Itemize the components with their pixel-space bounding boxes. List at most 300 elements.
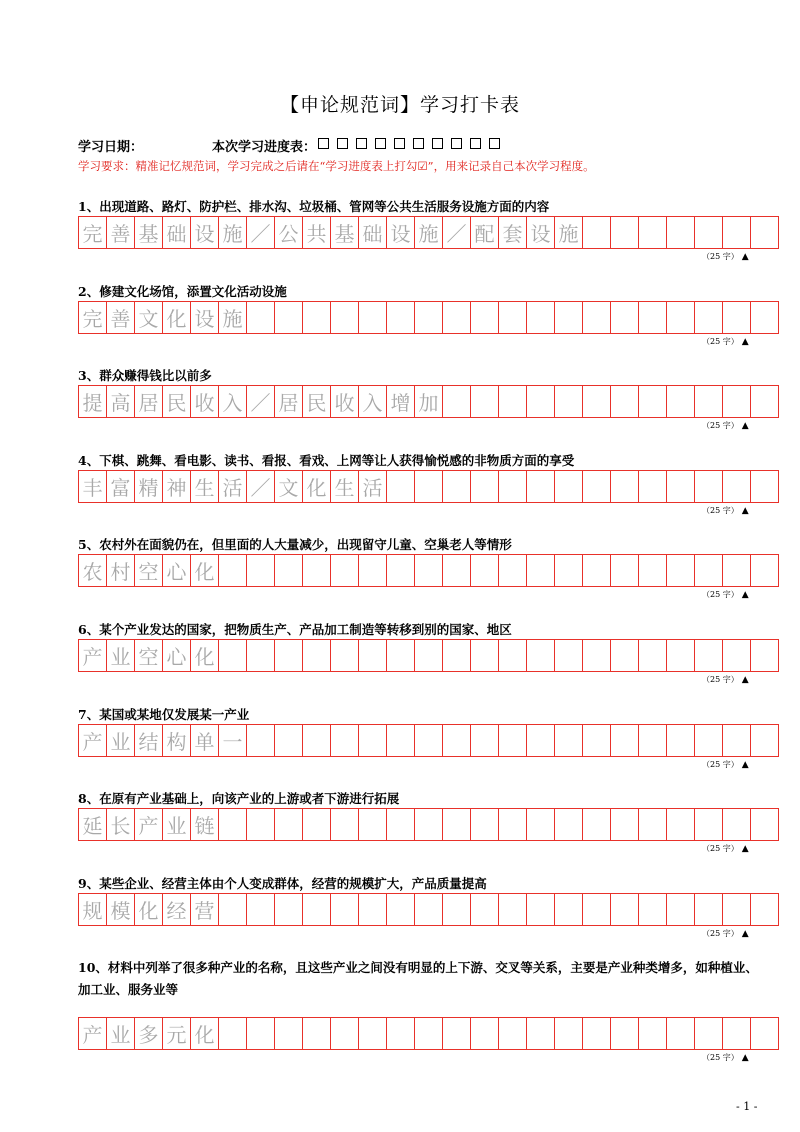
answer-cell[interactable] [751, 894, 779, 926]
answer-cell[interactable] [639, 302, 667, 334]
answer-cell[interactable]: 生 [331, 471, 359, 503]
triangle-icon: ▲ [741, 1053, 749, 1064]
answer-cell[interactable] [219, 809, 247, 841]
answer-cell[interactable]: 生 [191, 471, 219, 503]
answer-cell[interactable] [499, 555, 527, 587]
answer-cell[interactable] [275, 555, 303, 587]
answer-cell[interactable] [583, 894, 611, 926]
answer-cell[interactable]: 延 [79, 809, 107, 841]
answer-cell[interactable]: 增 [387, 386, 415, 418]
answer-cell[interactable] [275, 809, 303, 841]
answer-cell[interactable] [303, 809, 331, 841]
answer-cell[interactable]: 产 [79, 640, 107, 672]
answer-cell[interactable] [667, 894, 695, 926]
answer-cell[interactable] [275, 725, 303, 757]
word-count-label: （25 字） [702, 759, 739, 769]
answer-cell[interactable] [303, 640, 331, 672]
answer-cell[interactable] [527, 640, 555, 672]
word-count-label: （25 字） [702, 590, 739, 600]
answer-cell[interactable] [359, 555, 387, 587]
answer-cell[interactable] [723, 471, 751, 503]
answer-cell[interactable] [303, 555, 331, 587]
answer-cell[interactable] [219, 640, 247, 672]
answer-cell[interactable]: 民 [303, 386, 331, 418]
answer-cell[interactable] [471, 640, 499, 672]
answer-cell[interactable]: 础 [163, 217, 191, 249]
answer-cell[interactable] [723, 217, 751, 249]
answer-cell[interactable] [471, 725, 499, 757]
answer-cell[interactable] [695, 386, 723, 418]
answer-cell[interactable] [583, 555, 611, 587]
progress-checkbox[interactable] [356, 138, 367, 149]
answer-cell[interactable] [723, 555, 751, 587]
answer-cell[interactable] [527, 725, 555, 757]
question-prompt: 2、修建文化场馆，添置文化活动设施 [78, 283, 287, 299]
answer-cell[interactable] [415, 1018, 443, 1050]
answer-cell[interactable]: 村 [107, 555, 135, 587]
answer-cell[interactable] [611, 640, 639, 672]
answer-cell[interactable] [751, 471, 779, 503]
answer-cell[interactable] [611, 894, 639, 926]
answer-cell[interactable] [247, 640, 275, 672]
progress-checkbox[interactable] [394, 138, 405, 149]
answer-cell[interactable] [219, 1018, 247, 1050]
answer-cell[interactable]: ／ [443, 217, 471, 249]
answer-cell[interactable]: 居 [275, 386, 303, 418]
answer-cell[interactable] [471, 555, 499, 587]
answer-cell[interactable] [639, 471, 667, 503]
progress-checkbox[interactable] [489, 138, 500, 149]
answer-cell[interactable]: 产 [79, 725, 107, 757]
answer-cell[interactable] [443, 386, 471, 418]
answer-cell[interactable]: 化 [135, 894, 163, 926]
answer-cell[interactable] [583, 809, 611, 841]
answer-cell[interactable]: 收 [331, 386, 359, 418]
answer-grid [78, 554, 779, 587]
answer-cell[interactable] [331, 555, 359, 587]
answer-cell[interactable] [527, 1018, 555, 1050]
answer-cell[interactable] [219, 894, 247, 926]
answer-cell[interactable]: 农 [79, 555, 107, 587]
answer-cell[interactable] [751, 217, 779, 249]
answer-cell[interactable] [359, 1018, 387, 1050]
answer-cell[interactable]: 施 [555, 217, 583, 249]
answer-cell[interactable] [387, 471, 415, 503]
answer-cell[interactable]: 基 [135, 217, 163, 249]
answer-cell[interactable]: 长 [107, 809, 135, 841]
answer-cell[interactable] [247, 1018, 275, 1050]
answer-cell[interactable] [415, 640, 443, 672]
answer-cell[interactable]: 一 [219, 725, 247, 757]
progress-checkbox[interactable] [432, 138, 443, 149]
word-count-note [702, 336, 749, 347]
answer-cell[interactable] [331, 725, 359, 757]
answer-cell[interactable]: 施 [219, 217, 247, 249]
answer-cell[interactable] [219, 555, 247, 587]
answer-cell[interactable] [359, 894, 387, 926]
answer-cell[interactable] [471, 471, 499, 503]
answer-cell[interactable]: 精 [135, 471, 163, 503]
answer-cell[interactable] [667, 386, 695, 418]
answer-cell[interactable] [555, 1018, 583, 1050]
answer-cell[interactable] [611, 471, 639, 503]
triangle-icon: ▲ [741, 759, 749, 770]
answer-cell[interactable] [667, 555, 695, 587]
answer-cell[interactable]: 活 [219, 471, 247, 503]
answer-cell[interactable] [359, 725, 387, 757]
answer-cell[interactable] [639, 217, 667, 249]
answer-cell[interactable] [583, 640, 611, 672]
answer-cell[interactable]: 业 [107, 640, 135, 672]
answer-cell[interactable] [723, 725, 751, 757]
answer-cell[interactable]: 构 [163, 725, 191, 757]
answer-cell[interactable] [695, 302, 723, 334]
answer-cell[interactable] [387, 725, 415, 757]
answer-cell[interactable] [275, 302, 303, 334]
answer-cell[interactable]: 配 [471, 217, 499, 249]
word-count-label: （25 字） [702, 675, 739, 684]
answer-cell[interactable] [611, 725, 639, 757]
answer-cell[interactable] [723, 640, 751, 672]
triangle-icon: ▲ [741, 590, 749, 601]
answer-cell[interactable] [443, 1018, 471, 1050]
answer-cell[interactable] [499, 1018, 527, 1050]
page-title: 【申论规范词】学习打卡表 [279, 94, 520, 116]
answer-cell[interactable] [387, 1018, 415, 1050]
answer-cell[interactable] [751, 302, 779, 334]
answer-cell[interactable] [639, 725, 667, 757]
progress-checkbox[interactable] [337, 138, 348, 149]
answer-cell[interactable]: 化 [191, 555, 219, 587]
answer-cell[interactable] [583, 1018, 611, 1050]
answer-cell[interactable] [695, 894, 723, 926]
answer-cell[interactable] [415, 894, 443, 926]
answer-cell[interactable] [583, 725, 611, 757]
answer-cell[interactable] [359, 302, 387, 334]
answer-cell[interactable] [527, 471, 555, 503]
answer-cell[interactable]: 化 [163, 302, 191, 334]
answer-cell[interactable]: 施 [415, 217, 443, 249]
answer-cell[interactable] [695, 725, 723, 757]
answer-cell[interactable] [303, 1018, 331, 1050]
answer-cell[interactable] [443, 809, 471, 841]
answer-cell[interactable] [415, 809, 443, 841]
answer-cell[interactable] [331, 894, 359, 926]
answer-cell[interactable] [639, 894, 667, 926]
answer-cell[interactable]: 业 [163, 809, 191, 841]
answer-cell[interactable]: 础 [359, 217, 387, 249]
answer-cell[interactable] [499, 471, 527, 503]
answer-cell[interactable] [499, 386, 527, 418]
answer-cell[interactable]: 富 [107, 471, 135, 503]
answer-cell[interactable] [415, 555, 443, 587]
answer-cell[interactable] [555, 302, 583, 334]
answer-cell[interactable] [751, 640, 779, 672]
answer-cell[interactable] [723, 386, 751, 418]
answer-cell[interactable]: 多 [135, 1018, 163, 1050]
answer-cell[interactable] [583, 217, 611, 249]
question-prompt: 5、农村外在面貌仍在，但里面的人大量减少，出现留守儿童、空巢老人等情形 [78, 537, 512, 553]
answer-grid [78, 808, 779, 841]
answer-cell[interactable] [695, 809, 723, 841]
answer-cell[interactable]: 空 [135, 640, 163, 672]
answer-cell[interactable]: 心 [163, 640, 191, 672]
answer-cell[interactable]: 设 [191, 217, 219, 249]
answer-cell[interactable] [387, 302, 415, 334]
answer-cell[interactable] [611, 302, 639, 334]
answer-cell[interactable]: 化 [191, 640, 219, 672]
answer-grid [78, 301, 779, 334]
answer-cell[interactable]: 套 [499, 217, 527, 249]
answer-cell[interactable] [667, 1018, 695, 1050]
answer-cell[interactable] [695, 555, 723, 587]
triangle-icon: ▲ [741, 928, 749, 939]
answer-cell[interactable] [611, 386, 639, 418]
answer-cell[interactable]: 单 [191, 725, 219, 757]
answer-cell[interactable] [695, 640, 723, 672]
word-count-note [702, 505, 749, 516]
answer-cell[interactable] [751, 725, 779, 757]
answer-cell[interactable]: 善 [107, 217, 135, 249]
answer-cell[interactable]: 入 [219, 386, 247, 418]
answer-cell[interactable] [275, 894, 303, 926]
answer-cell[interactable]: 产 [135, 809, 163, 841]
answer-cell[interactable] [555, 725, 583, 757]
answer-cell[interactable]: 业 [107, 1018, 135, 1050]
answer-cell[interactable]: 活 [359, 471, 387, 503]
answer-cell[interactable] [611, 555, 639, 587]
answer-cell[interactable] [331, 640, 359, 672]
answer-cell[interactable] [387, 809, 415, 841]
answer-grid [78, 1017, 779, 1050]
progress-checkbox[interactable] [375, 138, 386, 149]
answer-cell[interactable] [387, 640, 415, 672]
answer-cell[interactable] [331, 302, 359, 334]
word-count-label: （25 字） [702, 252, 739, 261]
triangle-icon: ▲ [741, 675, 749, 685]
answer-cell[interactable]: 共 [303, 217, 331, 249]
answer-cell[interactable]: 提 [79, 386, 107, 418]
answer-cell[interactable] [499, 640, 527, 672]
answer-cell[interactable]: ／ [247, 386, 275, 418]
answer-cell[interactable] [555, 894, 583, 926]
answer-cell[interactable] [415, 302, 443, 334]
answer-cell[interactable] [415, 725, 443, 757]
answer-cell[interactable] [331, 809, 359, 841]
answer-cell[interactable]: 完 [79, 302, 107, 334]
answer-cell[interactable]: 民 [163, 386, 191, 418]
answer-cell[interactable] [275, 1018, 303, 1050]
study-requirement: 学习要求：精准记忆规范词，学习完成之后请在“学习进度表上打勾☑”，用来记录自己本次学习程度。 [78, 159, 595, 173]
answer-cell[interactable] [527, 302, 555, 334]
word-count-label: （25 字） [702, 928, 739, 938]
answer-cell[interactable]: 规 [79, 894, 107, 926]
answer-cell[interactable]: 结 [135, 725, 163, 757]
answer-cell[interactable] [499, 809, 527, 841]
answer-cell[interactable] [471, 1018, 499, 1050]
answer-cell[interactable] [667, 471, 695, 503]
answer-cell[interactable] [443, 725, 471, 757]
answer-cell[interactable] [359, 809, 387, 841]
answer-cell[interactable] [555, 640, 583, 672]
answer-cell[interactable] [751, 1018, 779, 1050]
study-date-label: 学习日期： [78, 140, 144, 155]
question-prompt: 4、下棋、跳舞、看电影、读书、看报、看戏、上网等让人获得愉悦感的非物质方面的享受 [78, 452, 575, 468]
answer-cell[interactable] [555, 555, 583, 587]
word-count-note [702, 251, 749, 262]
answer-cell[interactable]: 入 [359, 386, 387, 418]
answer-cell[interactable]: 设 [191, 302, 219, 334]
answer-cell[interactable] [415, 471, 443, 503]
answer-cell[interactable]: 链 [191, 809, 219, 841]
answer-cell[interactable] [443, 555, 471, 587]
answer-cell[interactable] [499, 725, 527, 757]
answer-cell[interactable] [583, 386, 611, 418]
answer-cell[interactable] [247, 725, 275, 757]
answer-cell[interactable]: 心 [163, 555, 191, 587]
progress-checkbox[interactable] [318, 138, 329, 149]
answer-cell[interactable]: ／ [247, 217, 275, 249]
answer-cell[interactable] [471, 894, 499, 926]
answer-cell[interactable]: 居 [135, 386, 163, 418]
answer-cell[interactable] [359, 640, 387, 672]
answer-cell[interactable] [471, 809, 499, 841]
word-count-note [702, 420, 749, 431]
triangle-icon: ▲ [741, 336, 749, 347]
answer-cell[interactable] [247, 809, 275, 841]
answer-cell[interactable] [751, 809, 779, 841]
answer-cell[interactable] [639, 809, 667, 841]
answer-cell[interactable]: 设 [387, 217, 415, 249]
answer-cell[interactable] [723, 894, 751, 926]
answer-cell[interactable] [751, 555, 779, 587]
answer-cell[interactable] [443, 471, 471, 503]
answer-cell[interactable] [751, 386, 779, 418]
answer-cell[interactable] [275, 640, 303, 672]
word-count-note [702, 928, 749, 939]
answer-cell[interactable] [611, 217, 639, 249]
answer-cell[interactable] [583, 302, 611, 334]
answer-cell[interactable] [611, 1018, 639, 1050]
answer-cell[interactable]: 设 [527, 217, 555, 249]
progress-checkbox[interactable] [413, 138, 424, 149]
answer-cell[interactable] [527, 386, 555, 418]
answer-cell[interactable] [527, 809, 555, 841]
answer-cell[interactable]: 丰 [79, 471, 107, 503]
answer-cell[interactable]: 营 [191, 894, 219, 926]
answer-cell[interactable] [555, 386, 583, 418]
answer-cell[interactable] [639, 640, 667, 672]
answer-cell[interactable] [639, 386, 667, 418]
answer-cell[interactable] [695, 217, 723, 249]
answer-cell[interactable]: 完 [79, 217, 107, 249]
progress-checkbox[interactable] [470, 138, 481, 149]
answer-cell[interactable]: 善 [107, 302, 135, 334]
progress-label: 本次学习进度表： [212, 140, 317, 155]
answer-cell[interactable]: 基 [331, 217, 359, 249]
answer-cell[interactable]: 化 [191, 1018, 219, 1050]
answer-cell[interactable]: 文 [135, 302, 163, 334]
answer-cell[interactable] [303, 894, 331, 926]
answer-cell[interactable]: 业 [107, 725, 135, 757]
answer-cell[interactable] [443, 302, 471, 334]
answer-cell[interactable] [443, 894, 471, 926]
answer-cell[interactable]: 公 [275, 217, 303, 249]
progress-checkbox[interactable] [451, 138, 462, 149]
word-count-label: （25 字） [702, 505, 739, 515]
answer-cell[interactable] [471, 386, 499, 418]
answer-cell[interactable] [667, 640, 695, 672]
answer-cell[interactable]: 化 [303, 471, 331, 503]
answer-cell[interactable]: 加 [415, 386, 443, 418]
answer-cell[interactable] [247, 302, 275, 334]
answer-cell[interactable] [639, 1018, 667, 1050]
answer-cell[interactable] [303, 725, 331, 757]
page-number: - 1 - [736, 1100, 758, 1113]
answer-cell[interactable] [555, 809, 583, 841]
answer-cell[interactable]: 经 [163, 894, 191, 926]
answer-cell[interactable]: 文 [275, 471, 303, 503]
answer-cell[interactable] [247, 555, 275, 587]
answer-cell[interactable]: 施 [219, 302, 247, 334]
answer-cell[interactable] [723, 302, 751, 334]
answer-cell[interactable] [695, 1018, 723, 1050]
answer-cell[interactable] [387, 894, 415, 926]
answer-grid [78, 724, 779, 757]
question-prompt: 3、群众赚得钱比以前多 [78, 368, 212, 384]
answer-cell[interactable]: 元 [163, 1018, 191, 1050]
answer-cell[interactable] [583, 471, 611, 503]
answer-cell[interactable]: 神 [163, 471, 191, 503]
answer-cell[interactable]: 高 [107, 386, 135, 418]
answer-cell[interactable] [331, 1018, 359, 1050]
answer-cell[interactable] [611, 809, 639, 841]
answer-cell[interactable] [499, 302, 527, 334]
question-prompt: 10、材料中列举了很多种产业的名称，且这些产业之间没有明显的上下游、交叉等关系，主要是产业种类增多，如种植业、加工业、服务业等 [78, 960, 758, 998]
answer-cell[interactable] [303, 302, 331, 334]
answer-cell[interactable] [723, 1018, 751, 1050]
question-prompt: 9、某些企业、经营主体由个人变成群体，经营的规模扩大，产品质量提高 [78, 875, 487, 891]
answer-cell[interactable] [667, 302, 695, 334]
answer-cell[interactable] [499, 894, 527, 926]
answer-cell[interactable] [527, 894, 555, 926]
answer-cell[interactable] [667, 809, 695, 841]
word-count-label: （25 字） [702, 844, 739, 854]
answer-cell[interactable]: ／ [247, 471, 275, 503]
triangle-icon: ▲ [741, 844, 749, 855]
answer-cell[interactable] [667, 725, 695, 757]
answer-cell[interactable] [247, 894, 275, 926]
progress-checkboxes [318, 138, 500, 149]
answer-cell[interactable] [555, 471, 583, 503]
answer-cell[interactable] [639, 555, 667, 587]
answer-cell[interactable] [527, 555, 555, 587]
answer-cell[interactable]: 产 [79, 1018, 107, 1050]
answer-cell[interactable] [387, 555, 415, 587]
answer-cell[interactable] [723, 809, 751, 841]
answer-cell[interactable] [667, 217, 695, 249]
answer-cell[interactable]: 模 [107, 894, 135, 926]
answer-cell[interactable] [471, 302, 499, 334]
question-prompt: 1、出现道路、路灯、防护栏、排水沟、垃圾桶、管网等公共生活服务设施方面的内容 [78, 199, 550, 214]
answer-cell[interactable]: 空 [135, 555, 163, 587]
question-prompt: 8、在原有产业基础上，向该产业的上游或者下游进行拓展 [78, 791, 400, 807]
triangle-icon: ▲ [741, 252, 749, 262]
answer-cell[interactable] [695, 471, 723, 503]
answer-cell[interactable]: 收 [191, 386, 219, 418]
word-count-label: （25 字） [702, 421, 739, 431]
answer-cell[interactable] [443, 640, 471, 672]
